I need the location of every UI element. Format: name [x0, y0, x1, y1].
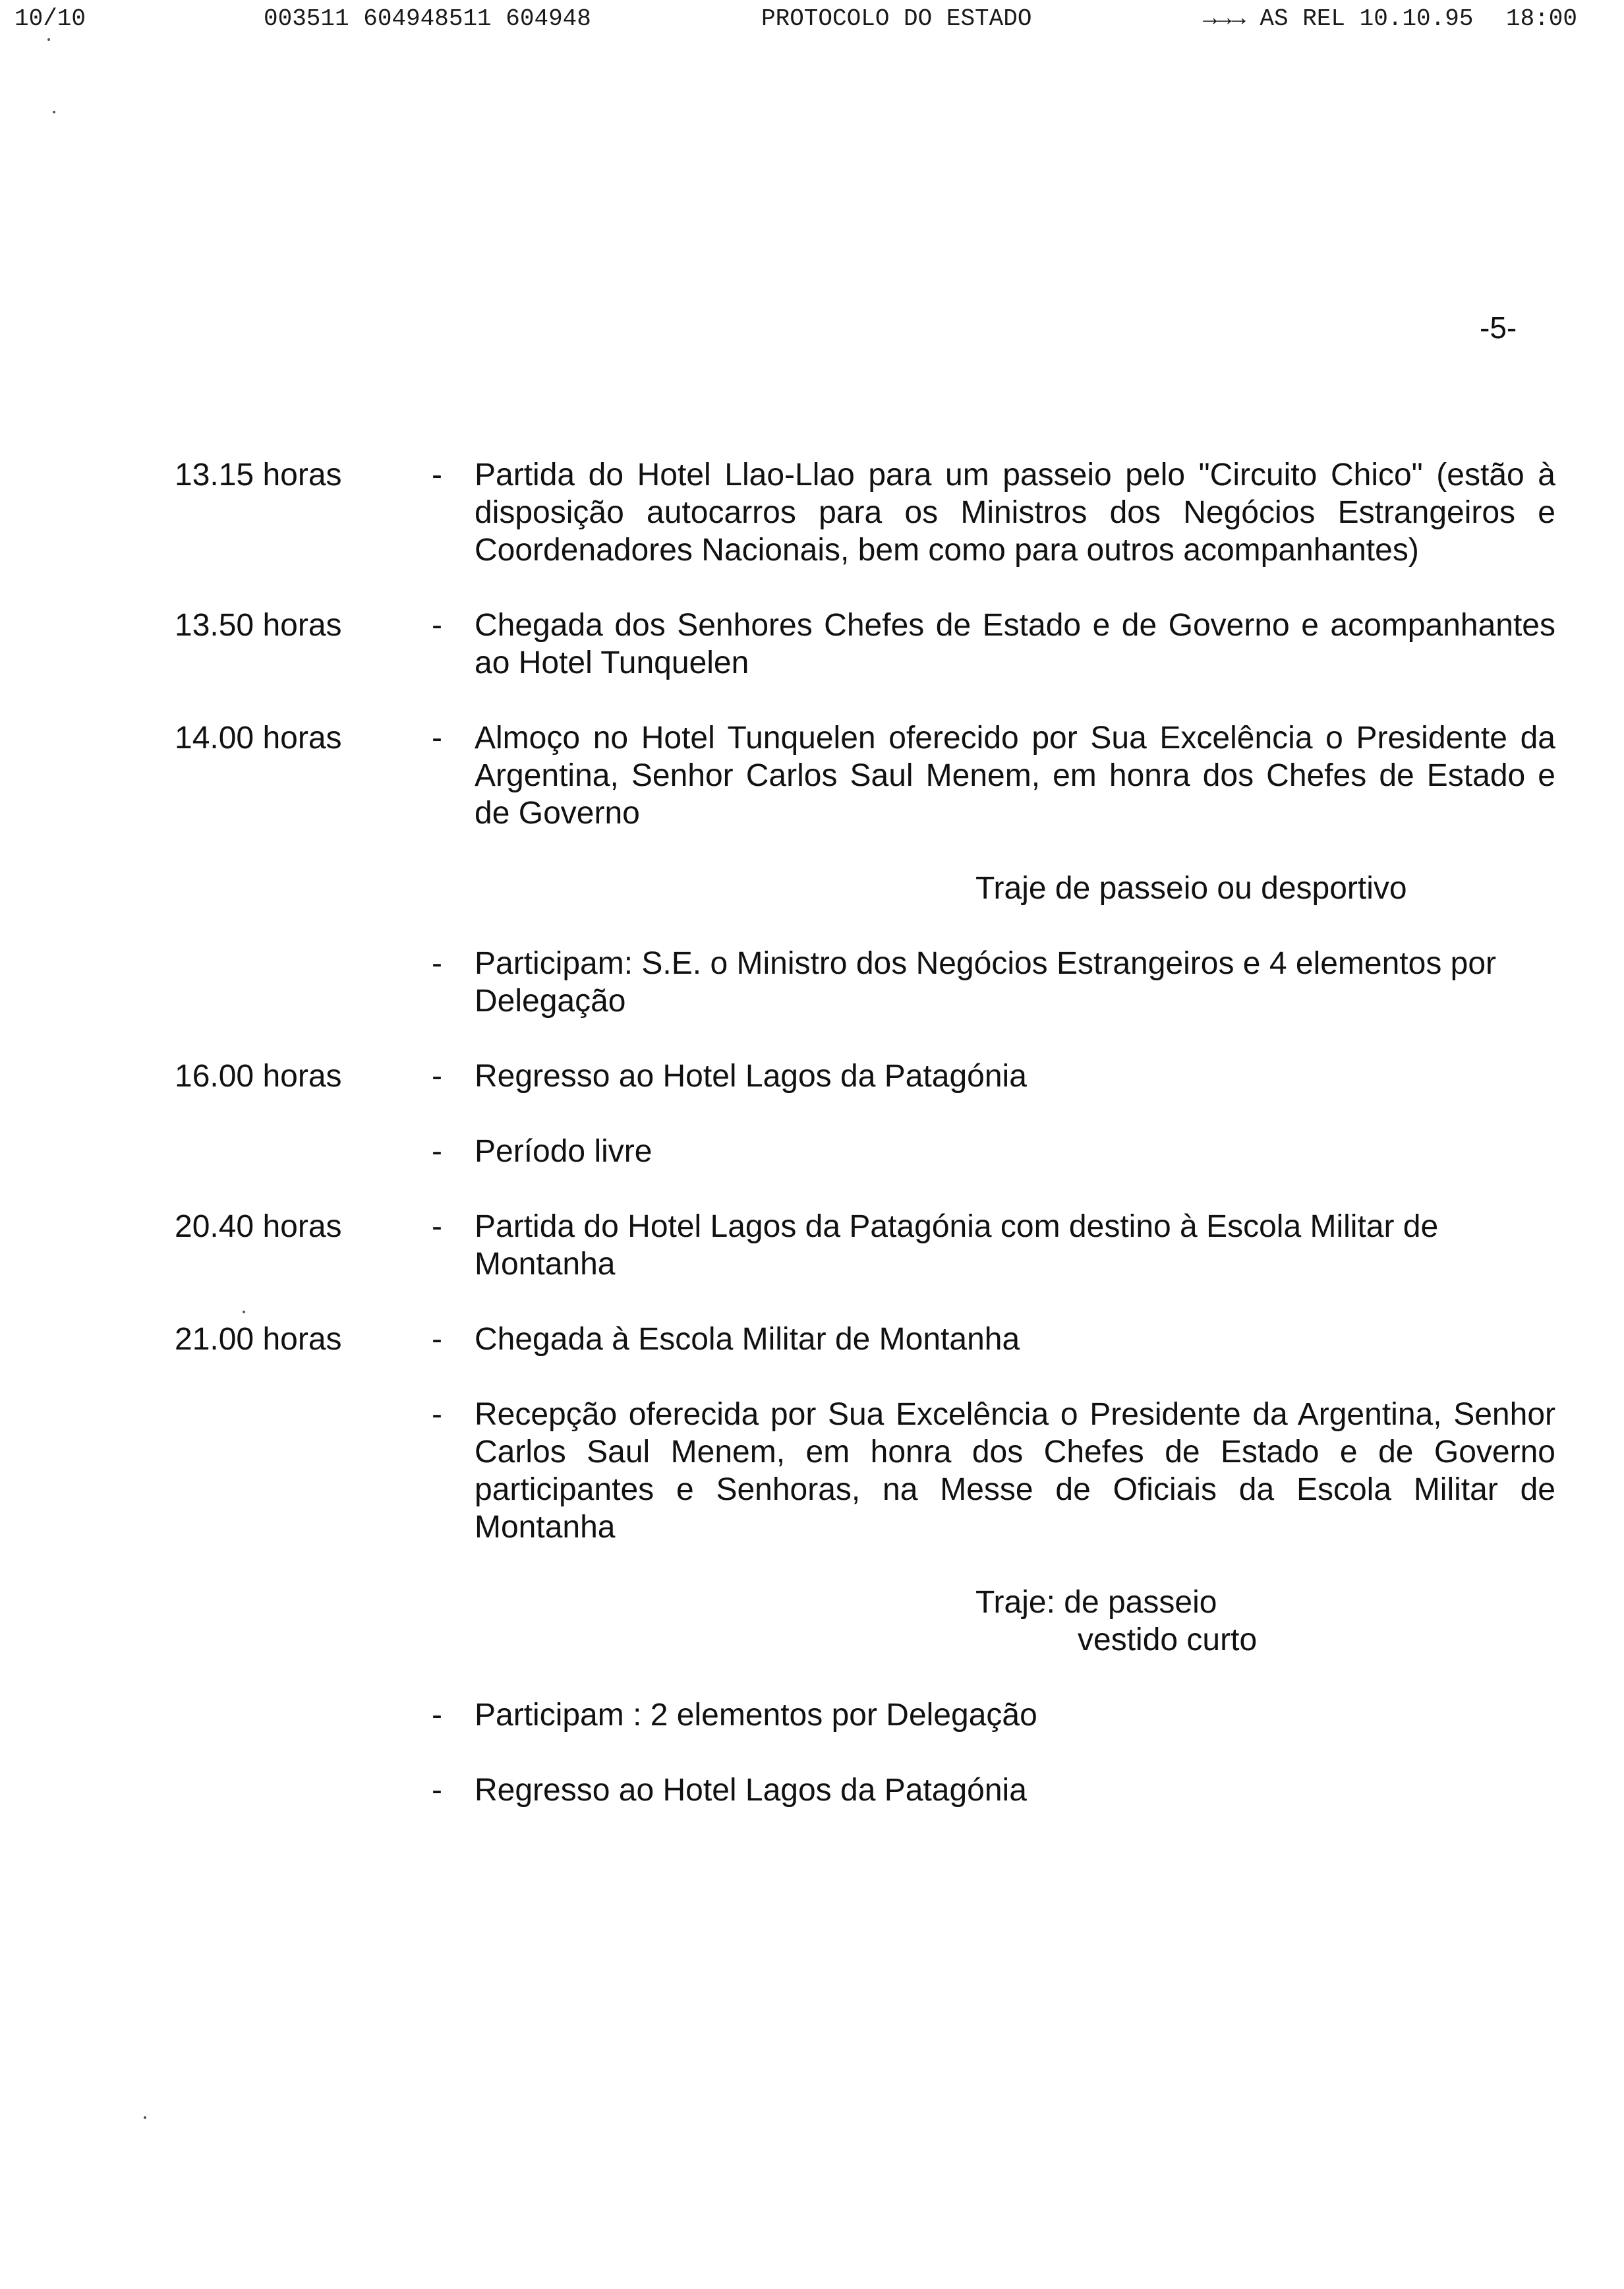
schedule-entry: [0, 1321, 1624, 1358]
dress-code: Traje de passeio ou desportivo: [975, 871, 1407, 906]
schedule-entry: [0, 1396, 1624, 1546]
entry-description: Regresso ao Hotel Lagos da Patagónia: [475, 1059, 1027, 1094]
schedule-entry: [0, 1133, 1624, 1170]
schedule-entry: [0, 1696, 1624, 1734]
entry-description: Partida do Hotel Llao-Llao para um passeio pelo "Circuito Chico" (estão à disposição autocarros para os Ministros dos Negócios Estrangeiros e Coordenadores Nacionais, bem como para outros acompanhantes): [475, 458, 1555, 568]
entry-time: 21.00 horas: [175, 1322, 342, 1357]
schedule-entry: [0, 1057, 1624, 1095]
dress-code: [975, 1584, 1624, 1659]
participants-note: Participam: S.E. o Ministro dos Negócios Estrangeiros e 4 elementos por Delegação: [475, 946, 1497, 1019]
fax-page-count: 10/10: [14, 5, 86, 32]
entry-dash: -: [432, 1698, 442, 1733]
entry-dash: -: [432, 1322, 442, 1357]
page-number: -5-: [1480, 311, 1517, 345]
schedule-entry: [0, 1771, 1624, 1809]
dress-code-line: Traje: de passeio: [975, 1585, 1217, 1620]
fax-recipient: →→→ AS REL 10.10.95: [1203, 5, 1474, 32]
entry-description: Regresso ao Hotel Lagos da Patagónia: [475, 1773, 1027, 1808]
entry-description: Período livre: [475, 1134, 652, 1169]
entry-time: 13.15 horas: [175, 458, 342, 492]
entry-time: 20.40 horas: [175, 1209, 342, 1244]
schedule-entry: [0, 945, 1624, 1020]
entry-description: Recepção oferecida por Sua Excelência o Presidente da Argentina, Senhor Carlos Saul Menem, em honra dos Chefes de Estado e de Governo participantes e Senhoras, na Messe de Oficiais da Escola Militar de Montanha: [475, 1397, 1555, 1545]
entry-description: Almoço no Hotel Tunquelen oferecido por Sua Excelência o Presidente da Argentina, Senhor Carlos Saul Menem, em honra dos Chefes de Estado e de Governo: [475, 721, 1555, 831]
entry-time: 16.00 horas: [175, 1059, 342, 1094]
schedule: [0, 456, 1624, 1847]
entry-dash: -: [432, 1134, 442, 1169]
schedule-entry: [0, 1208, 1624, 1283]
scan-speck: [53, 111, 55, 113]
entry-description: Partida do Hotel Lagos da Patagónia com destino à Escola Militar de Montanha: [475, 1209, 1439, 1282]
scan-speck: [47, 38, 50, 41]
schedule-entry: [0, 719, 1624, 832]
entry-dash: -: [432, 946, 442, 981]
scan-speck: [144, 2116, 146, 2119]
fax-time: 18:00: [1506, 5, 1578, 32]
entry-dash: -: [432, 721, 442, 756]
entry-description: Chegada à Escola Militar de Montanha: [475, 1322, 1020, 1357]
entry-dash: -: [432, 608, 442, 643]
schedule-entry: [0, 607, 1624, 682]
entry-dash: -: [432, 1773, 442, 1808]
dress-code-line: vestido curto: [1078, 1622, 1258, 1657]
participants-note: Participam : 2 elementos por Delegação: [475, 1698, 1037, 1733]
entry-time: 14.00 horas: [175, 721, 342, 756]
fax-sender: PROTOCOLO DO ESTADO: [761, 5, 1032, 32]
entry-dash: -: [432, 458, 442, 492]
fax-numbers: 003511 604948511 604948: [264, 5, 591, 32]
entry-dash: -: [432, 1059, 442, 1094]
entry-time: 13.50 horas: [175, 608, 342, 643]
entry-description: Chegada dos Senhores Chefes de Estado e de Governo e acompanhantes ao Hotel Tunquelen: [475, 608, 1555, 680]
schedule-entry: [0, 456, 1624, 569]
entry-dash: -: [432, 1209, 442, 1244]
fax-header: [0, 5, 1624, 45]
entry-dash: -: [432, 1397, 442, 1432]
